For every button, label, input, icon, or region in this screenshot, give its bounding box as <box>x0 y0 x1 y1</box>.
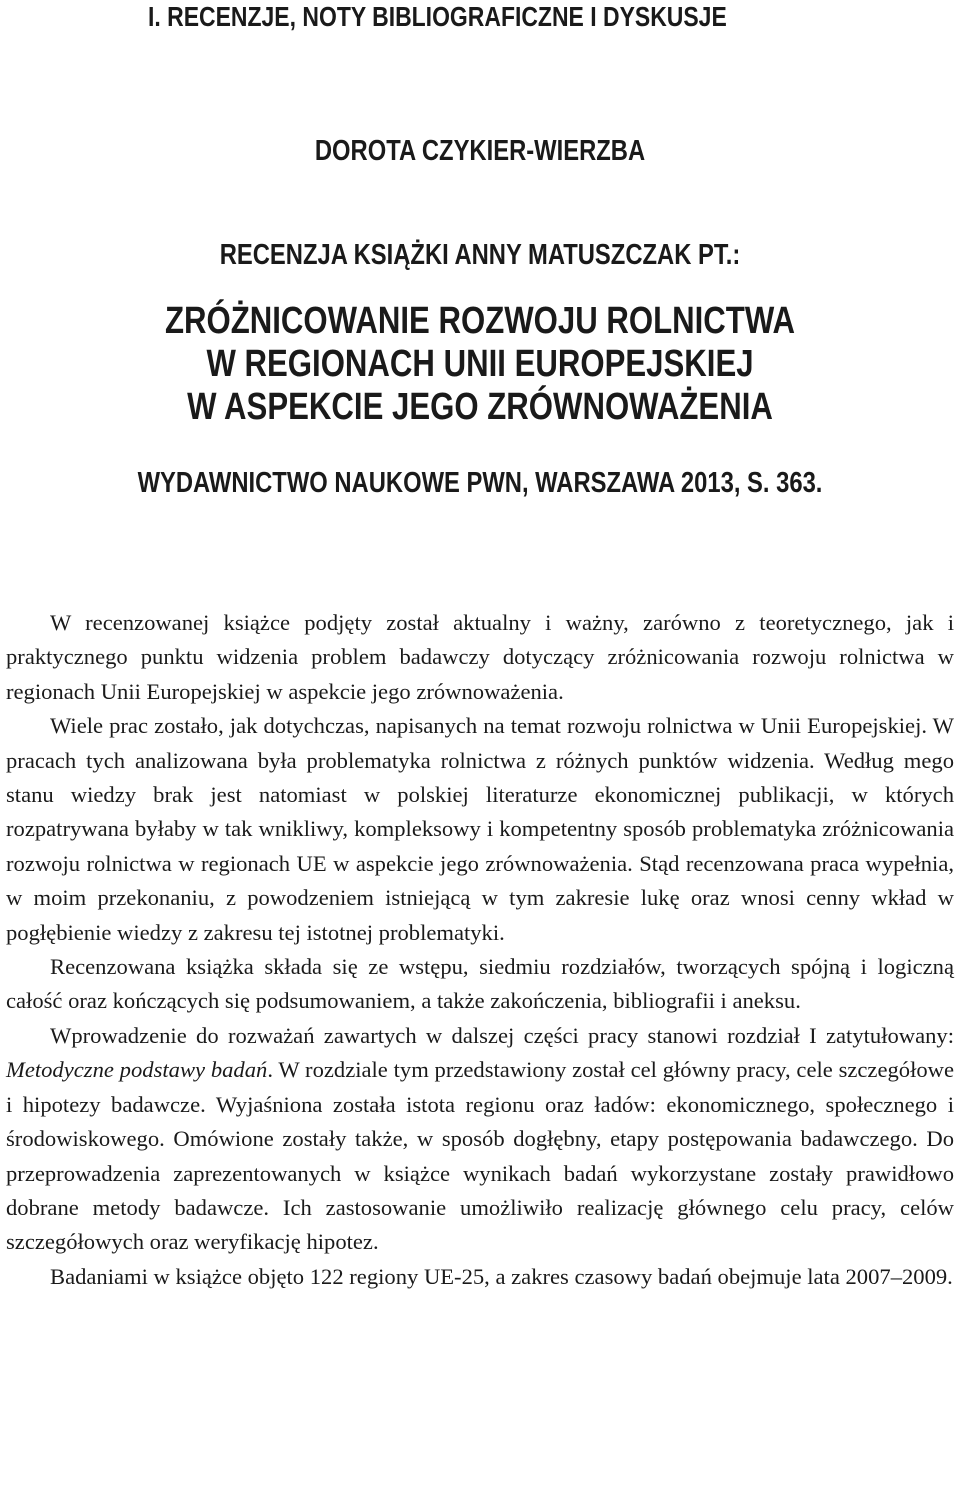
book-title-line: W REGIONACH UNII EUROPEJSKIEJ <box>206 343 754 385</box>
book-title-line: ZRÓŻNICOWANIE ROZWOJU ROLNICTWA <box>164 300 796 342</box>
paragraph-intro: W recenzowanej książce podjęty został aktualny i ważny, zarówno z teoretycznego, jak i praktycznego punktu widzenia problem badawczy dotyczący zróżnicowania rozwoju rolnictwa w regionach Unii Europejskiej w aspekcie jego zrównoważenia. <box>6 610 954 704</box>
review-author: DOROTA CZYKIER-WIERZBA <box>314 135 646 167</box>
paragraph-structure: Recenzowana książka składa się ze wstępu, siedmiu rozdziałów, tworzących spójną i logiczną całość oraz kończących się podsumowaniem, a także zakończenia, bibliografii i aneksu. <box>6 954 954 1014</box>
chapter-title: Metodyczne podstawy badań <box>6 1057 268 1083</box>
book-title <box>86 300 873 429</box>
section-heading: I. RECENZJE, NOTY BIBLIOGRAFICZNE I DYSKUSJE <box>148 1 727 32</box>
paragraph-chapter-one <box>6 1019 954 1260</box>
paragraph-scope: Badaniami w książce objęto 122 regiony UE-25, a zakres czasowy badań obejmuje lata 2007–2009. <box>50 1263 953 1289</box>
paragraph-literature: Wiele prac zostało, jak dotychczas, napisanych na temat rozwoju rolnictwa w Unii Europejskiej. W pracach tych analizowana była problematyka rolnictwa z różnych punktów widzenia. Według mego stanu wiedzy brak jest natomiast w polskiej literaturze ekonomicznej publikacji, w których rozpatrywana byłaby w tak wnikliwy, kompleksowy i kompetentny sposób problematyka zróżnicowania rozwoju rolnictwa w regionach UE w aspekcie jego zrównoważenia. Stąd recenzowana praca wypełnia, w moim przekonaniu, z powodzeniem istniejącą w tym zakresie lukę oraz wnosi cenny wkład w pogłębienie wiedzy z zakresu tej istotnej problematyki. <box>6 713 954 945</box>
review-subject-label: RECENZJA KSIĄŻKI ANNY MATUSZCZAK PT.: <box>219 239 741 271</box>
review-body <box>6 606 954 1294</box>
book-title-line: W ASPEKCIE JEGO ZRÓWNOWAŻENIA <box>187 386 773 428</box>
paragraph-chapter-one-start: Wprowadzenie do rozważań zawartych w dalszej części pracy stanowi rozdział I zatytułowany: <box>50 1022 954 1048</box>
paragraph-chapter-one-rest: . W rozdziale tym przedstawiony został cel główny pracy, cele szczegółowe i hipotezy badawcze. Wyjaśniona została istota regionu oraz ładów: ekonomicznego, społecznego i środowiskowego. Omówione zostały także, w sposób dogłębny, etapy postępowania badawczego. Do przeprowadzenia zaprezentowanych w książce wynikach badań wykorzystane zostały prawidłowo dobrane metody badawcze. Ich zastosowanie umożliwiło realizację głównego celu pracy, celów szczegółowych oraz weryfikację hipotez. <box>6 1057 954 1255</box>
publication-details: WYDAWNICTWO NAUKOWE PWN, WARSZAWA 2013, S. 363. <box>137 467 823 499</box>
